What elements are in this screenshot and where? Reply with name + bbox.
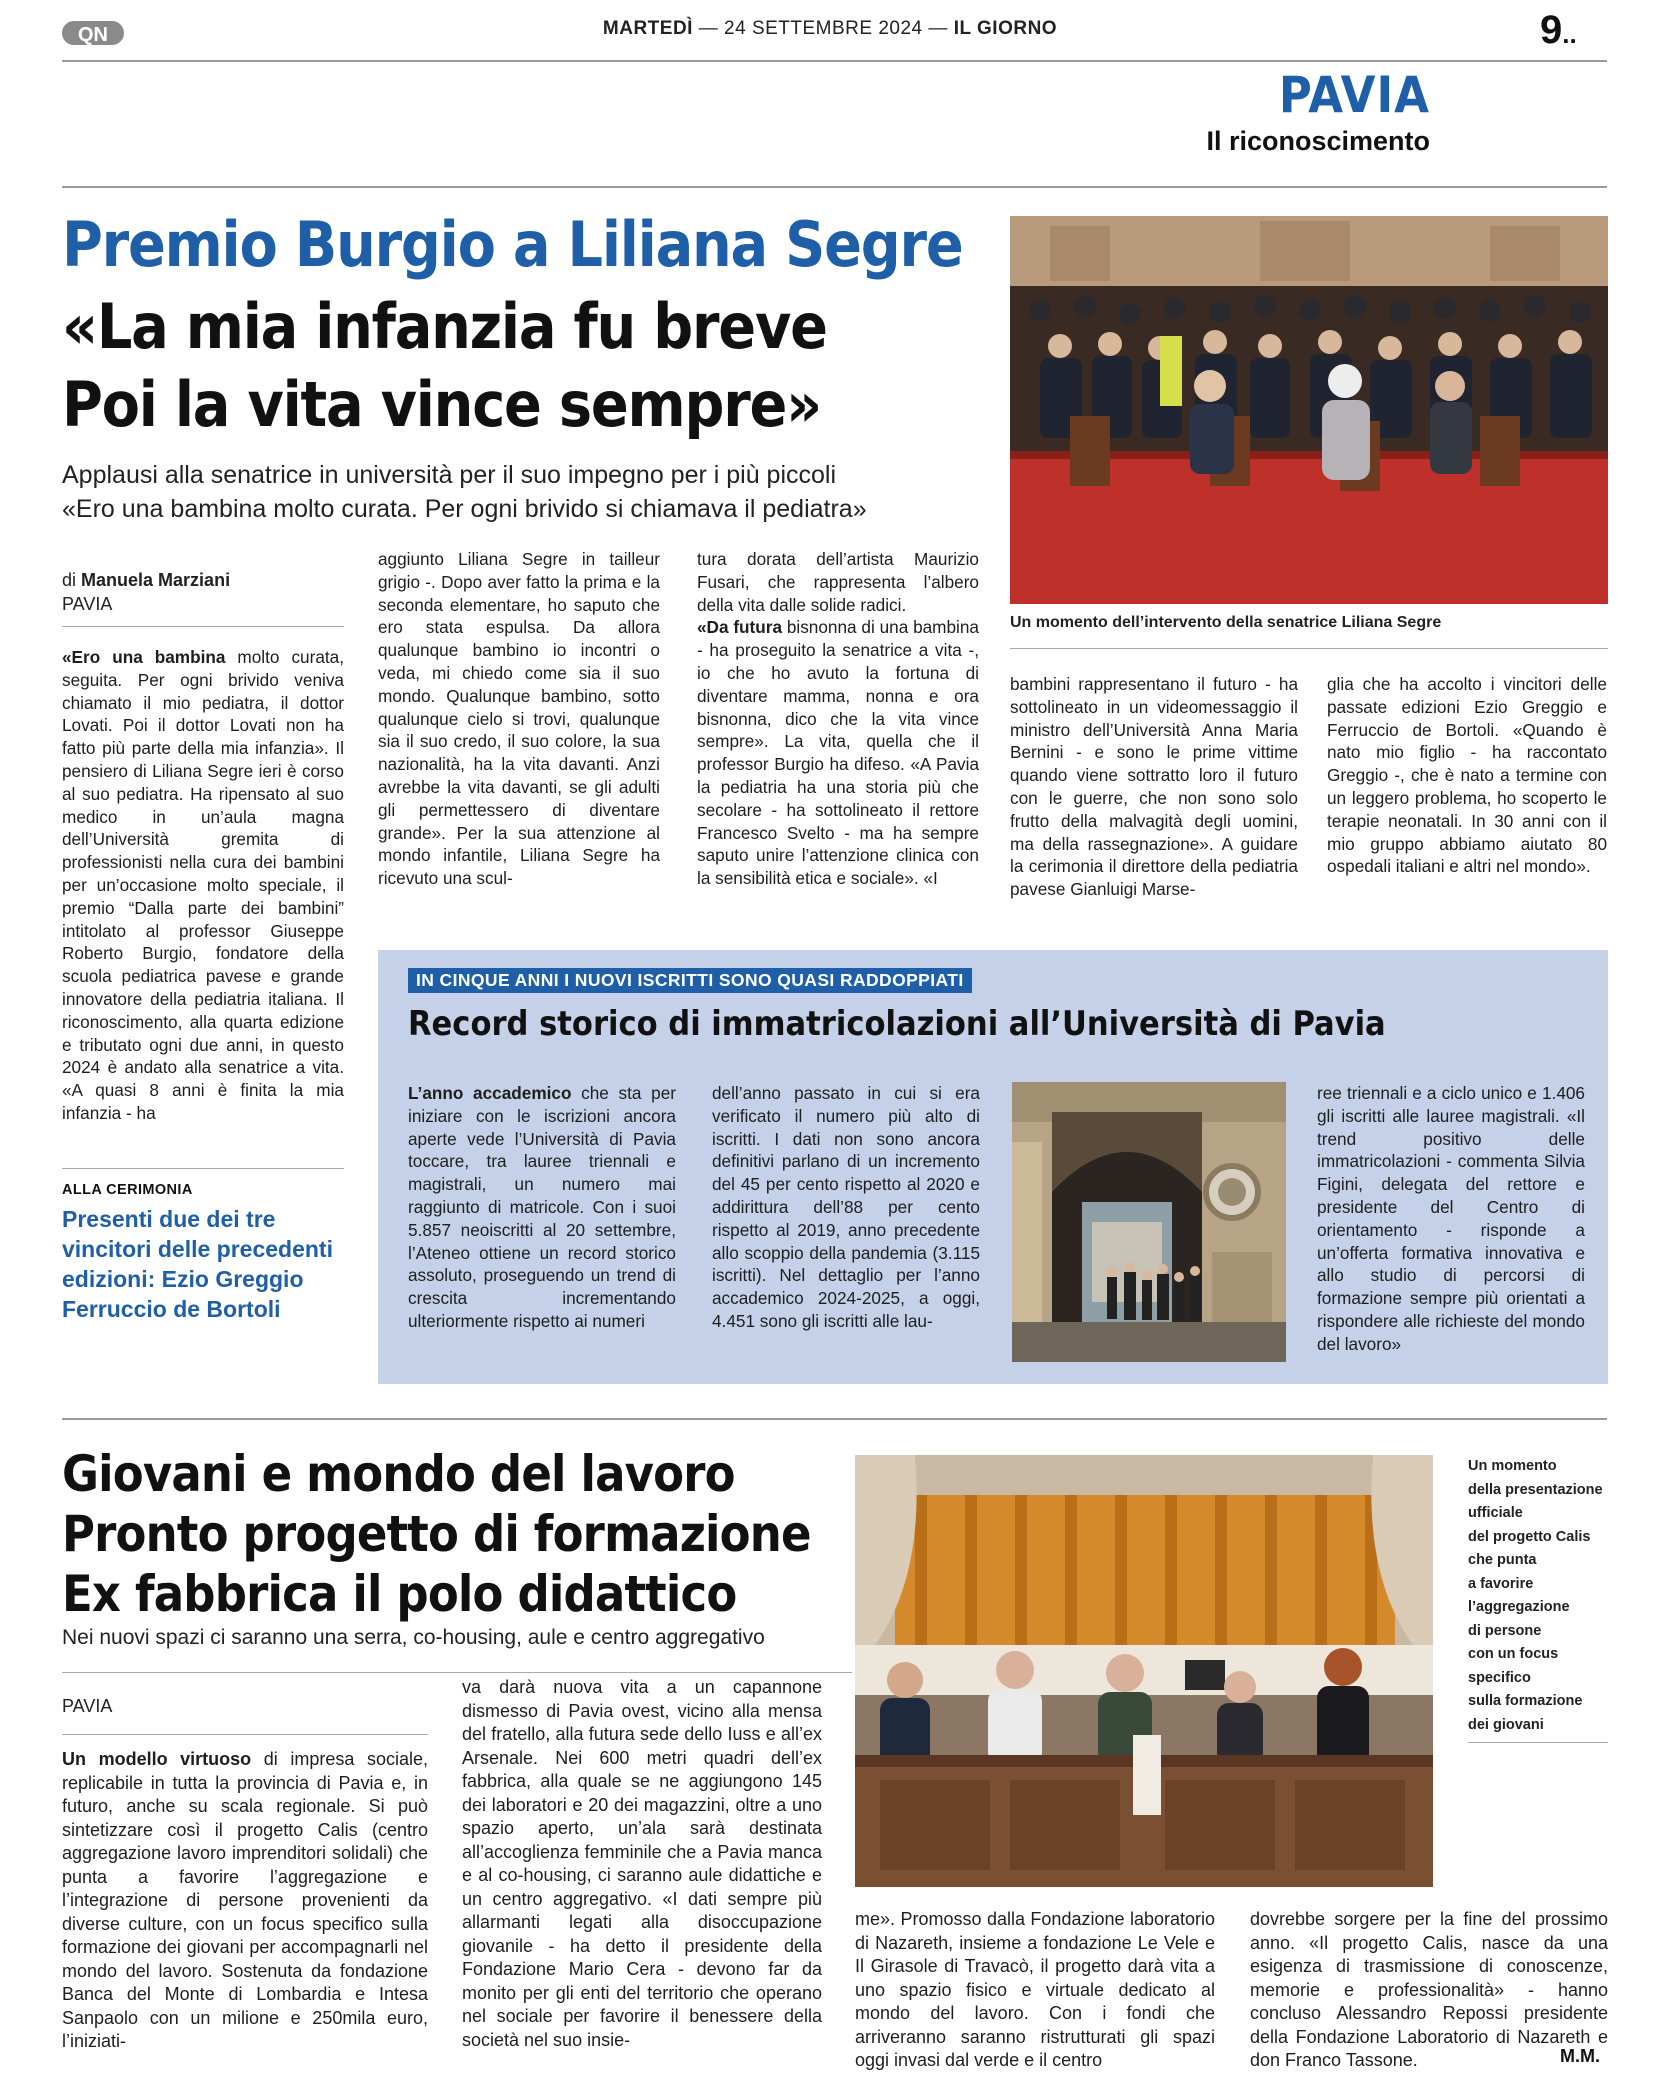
article1-title-line: «La mia infanzia fu breve [62,290,827,363]
page-number: 9.. [1540,8,1577,52]
box-column-2: dell’anno passato in cui si era verificato il numero più alto di iscritti. I dati non sono ancora definitivi parlano di un incremento del 45 per cento rispetto al 2020 e addirittura dell’88 per cento rispetto al 2019, anno precedente allo scoppio della pandemia (3.115 iscritti). Nel dettaglio per l’anno accademico 2024-2025, a oggi, 4.451 sono gli iscritti alle lau- [712,1083,980,1331]
article1-column-5: glia che ha accolto i vincitori delle passate edizioni Ezio Greggio e Ferruccio de Bortoli. «Quando è nato mio figlio - ha raccontato Greggio -, che è nato a termine con un leggero problema, ho scoperto le terapie neonatali. In 30 anni con il mio gruppo abbiamo aiutato 80 ospedali italiani e altri nel mondo». [1327,674,1607,877]
article2-place-rule [62,1734,428,1735]
presentation-photo [855,1455,1433,1887]
article2-lead: Un modello virtuoso [62,1749,252,1769]
article1-column-3: tura dorata dell’artista Maurizio Fusari, che rappresenta l’albero della vita dalle solide radici. «Da futura bisnonna di una bambina - ha proseguito la senatrice a vita -, io che ho avuto la fortuna di diventare mamma, nonna e ora bisnonna, dico che la vita vince sempre». La vita, quella che il professor Burgio ha difeso. «A Pavia la pediatria ha una storia più che secolare - ha sottolineato il rettore Francesco Svelto - ma ha sempre saputo unire l’attenzione clinica con la sensibilità etica e sociale». «I [697,549,979,889]
article1-kicker: Premio Burgio a Liliana Segre [62,208,963,281]
article1-subtitle-line: Applausi alla senatrice in università per il suo impegno per i più piccoli [62,461,837,489]
article2-place: PAVIA [62,1696,113,1716]
article1-lead: «Ero una bambina [62,647,226,667]
article1-title-line: Poi la vita vince sempre» [62,368,821,441]
box-kicker: IN CINQUE ANNI I NUOVI ISCRITTI SONO QUASI RADDOPPIATI [408,968,972,993]
logo-text: QN [78,24,108,46]
section-topic: Il riconoscimento [1206,126,1430,156]
article2-column-4: dovrebbe sorgere per la fine del prossimo anno. «Il progetto Calis, nasce da una esigenza di trasmissione di conoscenze, memorie e professionalità» - hanno concluso Alessandro Repossi presidente della Fondazione Laboratorio di Nazareth e don Franco Tassone. [1250,1909,1608,2070]
article1-title [62,288,827,444]
box-title: Record storico di immatricolazioni all’Università di Pavia [408,1004,1386,1044]
top-rule [62,60,1607,62]
article2-title-line: Pronto progetto di formazione [62,1505,811,1563]
byline-author: Manuela Marziani [81,570,231,590]
masthead-sep2: — [928,18,954,39]
article2-signature: M.M. [1560,2046,1600,2066]
box-column-1: L’anno accademico che sta per iniziare con le iscrizioni ancora aperte vede l’Università di Pavia toccare, tra lauree triennali e magistrali, un numero mai raggiunto di matricole. Con i suoi 5.857 neoiscritti al 20 settembre, l’Ateneo ottiene un record storico assoluto, proseguendo un trend di crescita incrementando ulteriormente rispetto ai numeri [408,1083,676,1331]
article1-col3-lead: «Da futura [697,617,783,638]
section-name: PAVIA [1278,66,1430,124]
box-lead: L’anno accademico [408,1083,572,1103]
article1-column-4: bambini rappresentano il futuro - ha sottolineato in un videomessaggio il ministro dell’Università Anna Maria Bernini - e sono le prime vittime quando viene sottratto loro il futuro con le guerre, che non sono solo frutto della malvagità degli uomini, ma della rassegnazione». A guidare la cerimonia il direttore della pediatria pavese Gianluigi Marse- [1010,674,1298,900]
section-rule [62,186,1607,188]
article1-subtitle-line: «Ero una bambina molto curata. Per ogni brivido si chiamava il pediatra» [62,495,867,523]
qn-logo [62,18,124,48]
masthead-date: 24 SETTEMBRE 2024 [724,18,923,39]
article1-subtitle [62,458,1002,526]
article2-column-2: va darà nuova vita a un capannone dismesso di Pavia ovest, vicino alla mensa del fratello, alla futura sede dello Iuss e all’ex Arsenale. Nei 600 metri quadri dell’ex fabbrica, alla quale se ne aggiungono 145 dei laboratori e 20 dei magazzini, oltre a uno spazio aperto, un’ala sarà destinata all’accoglienza femminile che a Pavia manca e al co-housing, ci saranno aule didattiche e un centro aggregativo. «I dati sempre più allarmanti legati alla disoccupazione giovanile - ha detto il presidente della Fondazione Mario Cera - devono far da monito per gli enti del territorio che operano nel sociale per favorire il benessere della società nel suo insie- [462,1677,822,2050]
ceremony-label: ALLA CERIMONIA [62,1182,193,1198]
article2-column-3: me». Promosso dalla Fondazione laboratorio di Nazareth, insieme a fondazione Le Vele e Il Girasole di Travacò, il progetto darà vita a uno spazio fisico e virtuale dedicato al mondo del lavoro. Con i fondi che arriveranno saranno ristrutturati gli spazi oggi invasi dal verde e il centro [855,1909,1215,2070]
ceremony-rule [62,1168,344,1169]
article1-column-2: aggiunto Liliana Segre in tailleur grigio -. Dopo aver fatto la prima e la seconda elementare, ho saputo che ero stata espulsa. Da allora qualunque bambino io incontri o veda, mi chiedo come sia il suo mondo. Qualunque bambino, sotto qualunque cielo si trovi, qualunque sia il suo credo, il suo colore, la sua nazionalità, ha la vita davanti. Anzi avrebbe la vita davanti, se gli adulti gli permettessero di diventare grande». Per la sua attenzione al mondo infantile, Liliana Segre ha ricevuto una scul- [378,549,660,889]
article2-title-line: Ex fabbrica il polo didattico [62,1565,737,1623]
ceremony-photo [1010,216,1608,604]
masthead-date-line [500,18,1160,40]
presentation-photo-caption: Un momento della presentazione ufficiale del progetto Calis che punta a favorire l’aggregazione di persone con un focus specifico sulla formazione dei giovani [1468,1458,1603,1733]
article2-subtitle: Nei nuovi spazi ci saranno una serra, co-housing, aule e centro aggregativo [62,1626,765,1649]
box-column-3: ree triennali e a ciclo unico e 1.406 gli iscritti alle lauree magistrali. «Il trend positivo delle immatricolazioni - commenta Silvia Figini, delegata del rettore e presidente del Centro di orientamento - risponde a un’offerta formativa innovativa e allo studio di percorsi di formazione sempre più orientati a rispondere alle richieste del mondo del lavoro» [1317,1083,1585,1354]
masthead-day: MARTEDÌ [602,18,693,39]
caption3-rule [1468,1742,1608,1743]
article2-column-1: Un modello virtuoso di impresa sociale, replicabile in tutta la provincia di Pavia e, in futuro, anche su scala regionale. Si può sintetizzare così il progetto Calis (centro aggregazione lavoro imprenditori solidali) che punta a favorire l’aggregazione e l’integrazione di persone provenienti da diverse culture, con un focus specifico sulla formazione dei giovani per accompagnarli nel mondo del lavoro. Sostenuta da fondazione Banca del Monte di Lombardia e Intesa Sanpaolo con un milione e 250mila euro, l’iniziati- [62,1749,428,2051]
byline-prefix: di [62,570,77,590]
article2-title-line: Giovani e mondo del lavoro [62,1445,735,1503]
ceremony-photo-caption: Un momento dell’intervento della senatrice Liliana Segre [1010,614,1442,631]
masthead-sep1: — [698,18,725,39]
caption-rule [1010,648,1608,649]
byline-rule [62,626,344,627]
middle-rule [62,1418,1607,1420]
article1-column-1: «Ero una bambina molto curata, seguita. Per ogni brivido veniva chiamato il mio pediatra, il dottor Lovati. Poi il dottor Lovati non ha fatto più parte della mia infanzia». Il pensiero di Liliana Segre ieri è corso al suo pediatra. Ha ripensato al suo medico in un’aula magna dell’Università gremita di professionisti nella cura dei bambini per un’occasione molto speciale, il premio “Dalla parte dei bambini” intitolato al professor Giuseppe Roberto Burgio, fondatore della scuola pediatrica pavese e grande innovatore della pediatria italiana. Il riconoscimento, alla quarta edizione e tributato ogni due anni, in questo 2024 è andato alla senatrice a vita. «A quasi 8 anni è finita la mia infanzia - ha [62,647,344,1123]
article2-rule [62,1672,852,1673]
ceremony-text: Presenti due dei tre vincitori delle precedenti edizioni: Ezio Greggio Ferruccio de Bortoli [62,1206,333,1322]
masthead-paper: IL GIORNO [953,18,1058,39]
university-courtyard-photo [1012,1082,1286,1362]
byline-place: PAVIA [62,594,113,614]
byline [62,568,230,616]
article2-title [62,1444,811,1624]
